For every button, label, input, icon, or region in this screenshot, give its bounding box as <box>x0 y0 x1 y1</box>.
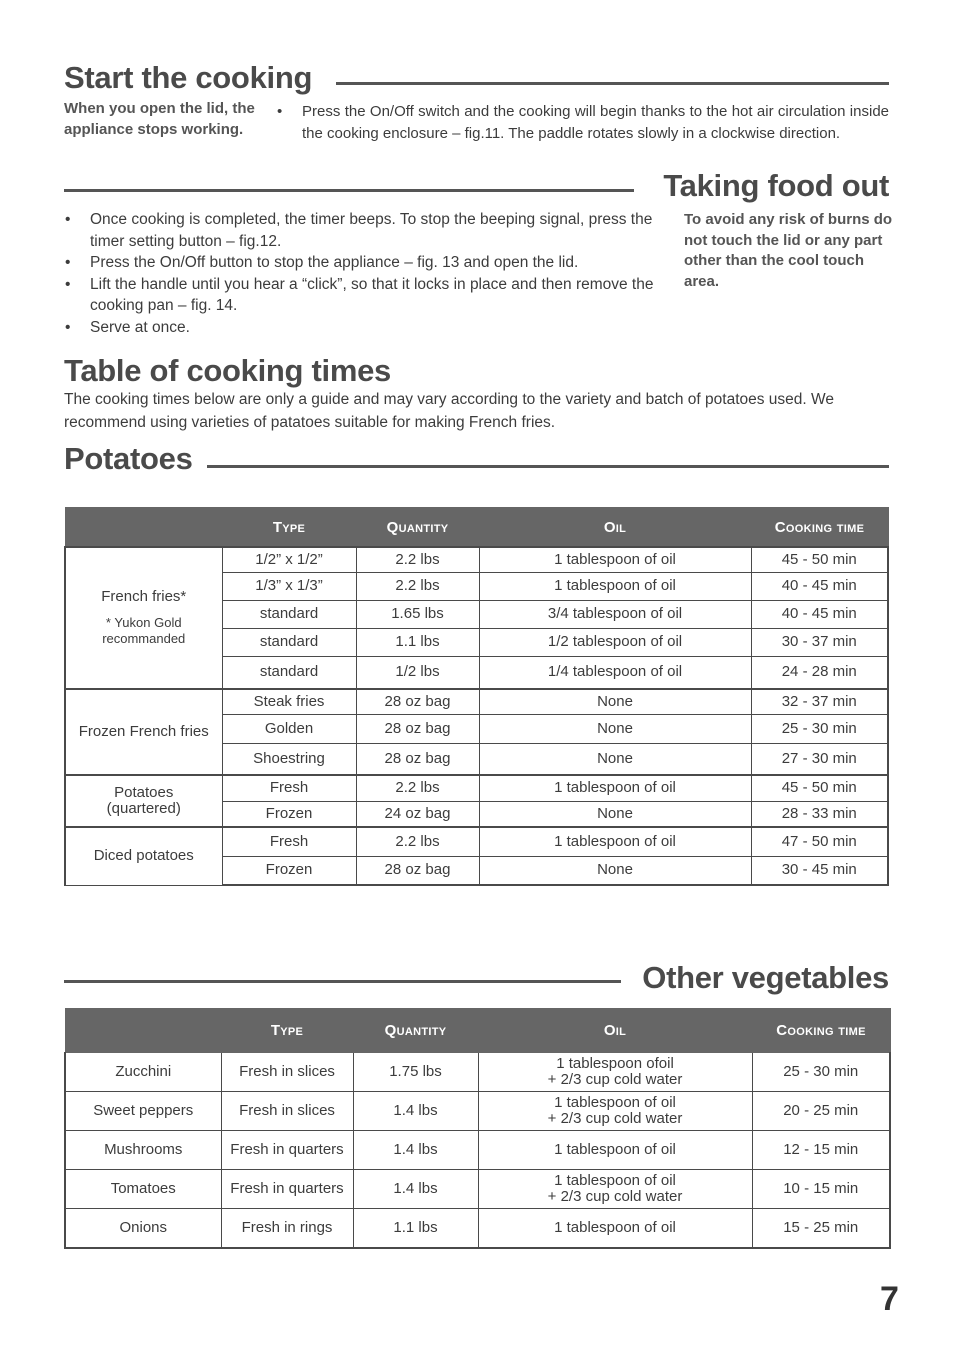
quantity-cell: 28 oz bag <box>356 714 479 743</box>
header-cell: Oil <box>479 508 751 548</box>
time-cell: 32 - 37 min <box>751 689 888 714</box>
quantity-cell: 1/2 lbs <box>356 656 479 689</box>
quantity-cell: 1.1 lbs <box>356 628 479 656</box>
vegetable-cell: Tomatoes <box>65 1170 221 1209</box>
type-cell: Frozen <box>222 856 356 885</box>
vegetable-cell: Zucchini <box>65 1053 221 1092</box>
page-number: 7 <box>880 1280 899 1318</box>
header-cell: Cooking time <box>751 508 888 548</box>
group-label: Potatoes (quartered) <box>106 784 181 817</box>
group-note: * Yukon Gold recommanded <box>102 615 186 646</box>
oil-cell: 1 tablespoon of oil + 2/3 cup cold water <box>478 1170 752 1209</box>
oil-cell: 1 tablespoon of oil + 2/3 cup cold water <box>478 1092 752 1131</box>
section-title-potatoes: Potatoes <box>64 441 193 476</box>
oil-cell: 1 tablespoon of oil <box>479 827 751 856</box>
time-cell: 20 - 25 min <box>752 1092 890 1131</box>
row-group-label <box>65 547 222 689</box>
quantity-cell: 1.4 lbs <box>353 1131 478 1170</box>
header-cell <box>65 1009 221 1053</box>
vegetables-table <box>64 1008 891 1249</box>
quantity-cell: 28 oz bag <box>356 856 479 885</box>
oil-cell: 1 tablespoon of oil <box>479 547 751 572</box>
oil-cell: None <box>479 714 751 743</box>
group-label: Frozen French fries <box>78 723 209 740</box>
group-label: French fries* <box>101 588 187 605</box>
type-cell: Fresh in rings <box>221 1209 353 1248</box>
time-cell: 45 - 50 min <box>751 775 888 801</box>
oil-cell: 1/4 tablespoon of oil <box>479 656 751 689</box>
section-title-other-vegetables: Other vegetables <box>642 960 889 995</box>
type-cell: Fresh in quarters <box>221 1131 353 1170</box>
table-row <box>65 1092 890 1131</box>
type-cell: Shoestring <box>222 743 356 775</box>
title-rule <box>64 189 634 192</box>
quantity-cell: 1.1 lbs <box>353 1209 478 1248</box>
table-row <box>65 1053 890 1092</box>
type-cell: Frozen <box>222 801 356 827</box>
time-cell: 25 - 30 min <box>751 714 888 743</box>
taking-food-out-bullets <box>64 209 676 338</box>
oil-cell: 1 tablespoon of oil <box>479 572 751 600</box>
section-title-start-cooking: Start the cooking <box>64 60 313 95</box>
quantity-cell: 1.4 lbs <box>353 1170 478 1209</box>
group-label: Diced potatoes <box>93 847 194 865</box>
quantity-cell: 1.4 lbs <box>353 1092 478 1131</box>
time-cell: 15 - 25 min <box>752 1209 890 1248</box>
time-cell: 10 - 15 min <box>752 1170 890 1209</box>
quantity-cell: 28 oz bag <box>356 743 479 775</box>
time-cell: 28 - 33 min <box>751 801 888 827</box>
header-cell: Quantity <box>356 508 479 548</box>
time-cell: 45 - 50 min <box>751 547 888 572</box>
time-cell: 30 - 37 min <box>751 628 888 656</box>
oil-cell: 1 tablespoon of oil <box>478 1209 752 1248</box>
type-cell: standard <box>222 600 356 628</box>
type-cell: Fresh <box>222 775 356 801</box>
table-row <box>65 1209 890 1248</box>
time-cell: 12 - 15 min <box>752 1131 890 1170</box>
time-cell: 24 - 28 min <box>751 656 888 689</box>
table-row <box>65 1131 890 1170</box>
time-cell: 40 - 45 min <box>751 600 888 628</box>
type-cell: Fresh in slices <box>221 1053 353 1092</box>
header-cell: Type <box>222 508 356 548</box>
oil-cell: None <box>479 689 751 714</box>
table-row <box>65 547 888 572</box>
oil-cell: None <box>479 801 751 827</box>
title-rule <box>64 980 621 983</box>
header-cell: Oil <box>478 1009 752 1053</box>
header-cell: Quantity <box>353 1009 478 1053</box>
start-cooking-side-note: When you open the lid, the appliance stops working. <box>64 100 255 138</box>
type-cell: 1/3” x 1/3” <box>222 572 356 600</box>
row-group-label <box>65 689 222 775</box>
taking-food-out-side-note: To avoid any risk of burns do not touch the lid or any part other than the cool touch area. <box>684 211 893 290</box>
time-cell: 30 - 45 min <box>751 856 888 885</box>
type-cell: standard <box>222 628 356 656</box>
oil-cell: 1/2 tablespoon of oil <box>479 628 751 656</box>
quantity-cell: 2.2 lbs <box>356 827 479 856</box>
type-cell: Fresh <box>222 827 356 856</box>
oil-cell: 1 tablespoon of oil <box>479 775 751 801</box>
oil-cell: None <box>479 743 751 775</box>
type-cell: Fresh in quarters <box>221 1170 353 1209</box>
potatoes-table <box>64 507 889 886</box>
section-title-taking-food-out: Taking food out <box>663 168 889 203</box>
quantity-cell: 1.75 lbs <box>353 1053 478 1092</box>
oil-cell: 1 tablespoon ofoil + 2/3 cup cold water <box>478 1053 752 1092</box>
header-cell: Cooking time <box>752 1009 890 1053</box>
time-cell: 40 - 45 min <box>751 572 888 600</box>
table-row <box>65 689 888 714</box>
row-group-label <box>65 827 222 885</box>
header-cell: Type <box>221 1009 353 1053</box>
quantity-cell: 2.2 lbs <box>356 547 479 572</box>
section-title-cooking-times: Table of cooking times <box>64 353 391 388</box>
table-header-row <box>65 1009 890 1053</box>
table-row <box>65 1170 890 1209</box>
cooking-times-intro: The cooking times below are only a guide and may vary according to the variety and batch of potatoes used. We recommend using varieties of patatoes suitable for making French fries. <box>64 391 834 431</box>
oil-cell: 3/4 tablespoon of oil <box>479 600 751 628</box>
row-group-label <box>65 775 222 827</box>
vegetable-cell: Mushrooms <box>65 1131 221 1170</box>
quantity-cell: 2.2 lbs <box>356 775 479 801</box>
vegetable-cell: Sweet peppers <box>65 1092 221 1131</box>
time-cell: 25 - 30 min <box>752 1053 890 1092</box>
vegetable-cell: Onions <box>65 1209 221 1248</box>
quantity-cell: 1.65 lbs <box>356 600 479 628</box>
oil-cell: None <box>479 856 751 885</box>
time-cell: 27 - 30 min <box>751 743 888 775</box>
type-cell: Fresh in slices <box>221 1092 353 1131</box>
start-cooking-bullet: • Press the On/Off switch and the cooking will begin thanks to the hot air circulation inside the cooking enclosure – fig.11. The paddle rotates slowly in a clockwise direction. <box>276 101 889 144</box>
table-row <box>65 827 888 856</box>
start-cooking-bullets <box>276 101 889 144</box>
quantity-cell: 2.2 lbs <box>356 572 479 600</box>
header-cell <box>65 508 222 548</box>
quantity-cell: 28 oz bag <box>356 689 479 714</box>
oil-cell: 1 tablespoon of oil <box>478 1131 752 1170</box>
type-cell: Steak fries <box>222 689 356 714</box>
taking-food-out-bullet: • Lift the handle until you hear a “click”, so that it locks in place and then remove the cooking pan – fig. 14. <box>64 274 676 317</box>
table-row <box>65 775 888 801</box>
taking-food-out-bullet: • Once cooking is completed, the timer beeps. To stop the beeping signal, press the timer setting button – fig.12. <box>64 209 676 252</box>
time-cell: 47 - 50 min <box>751 827 888 856</box>
type-cell: 1/2” x 1/2” <box>222 547 356 572</box>
quantity-cell: 24 oz bag <box>356 801 479 827</box>
table-header-row <box>65 508 888 548</box>
taking-food-out-bullet: • Press the On/Off button to stop the appliance – fig. 13 and open the lid. <box>64 252 676 274</box>
title-rule <box>336 82 889 85</box>
taking-food-out-bullet: • Serve at once. <box>64 317 676 339</box>
type-cell: Golden <box>222 714 356 743</box>
title-rule <box>207 465 889 468</box>
type-cell: standard <box>222 656 356 689</box>
